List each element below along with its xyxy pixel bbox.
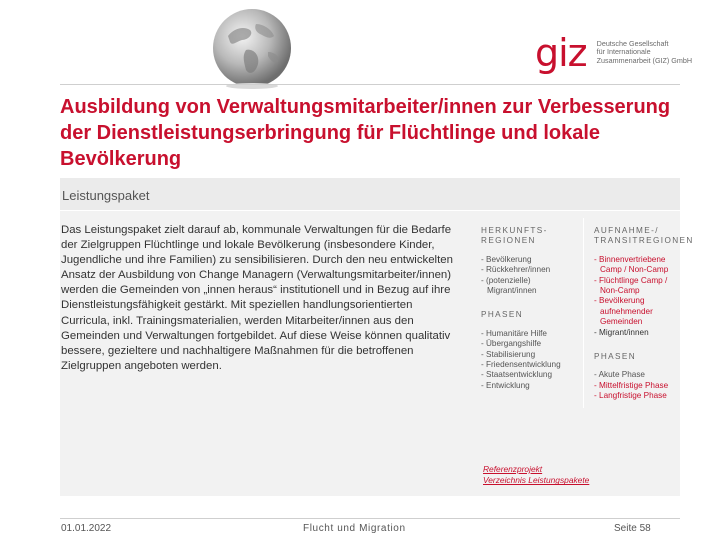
page-number: Seite 58 xyxy=(614,523,651,534)
list-item: - Langfristige Phase xyxy=(594,391,686,401)
column-heading: AUFNAHME-/ TRANSITREGIONEN xyxy=(594,226,694,246)
reference-project-link[interactable]: Referenzprojekt xyxy=(483,464,543,474)
phases-heading: PHASEN xyxy=(594,352,637,362)
logo-text-line: Deutsche Gesellschaft xyxy=(596,39,669,48)
column-divider xyxy=(583,218,584,408)
list-item: - Akute Phase xyxy=(594,370,686,380)
footer-date: 01.01.2022 xyxy=(61,523,112,534)
highlighted-region-list xyxy=(594,255,686,328)
logo-text-line: für Internationale xyxy=(596,47,651,57)
list-item: - Übergangshilfe xyxy=(481,339,579,349)
list-item: - Bevölkerung xyxy=(481,255,579,265)
list-item: - Staatsentwicklung xyxy=(481,370,579,380)
list-item: - (potenzielle) Migrant/innen xyxy=(481,276,579,297)
logo-text xyxy=(597,40,692,65)
list-item: - Stabilisierung xyxy=(481,350,579,360)
region-list xyxy=(481,255,579,297)
list-item: - Rückkehrer/innen xyxy=(481,265,579,275)
list-item: - Bevölkerung aufnehmender Gemeinden xyxy=(594,296,686,327)
panel-separator xyxy=(60,210,680,211)
globe-image xyxy=(210,6,294,90)
list-item: - Friedensentwicklung xyxy=(481,360,579,370)
logo-text-line: Zusammenarbeit (GIZ) GmbH xyxy=(596,55,693,65)
bottom-divider xyxy=(60,518,680,519)
giz-logo xyxy=(535,31,693,75)
top-divider xyxy=(60,84,680,85)
list-item: - Entwicklung xyxy=(481,381,579,391)
section-subtitle: Leistungspaket xyxy=(62,188,150,203)
description-text: Das Leistungspaket zielt darauf ab, kommunale Verwaltungen für die Bedarfe der Zielgruppen Flüchtlinge und lokale Bevölkerung (insbesondere Kinder, Jugendliche und ihre Familien) zu sensibilisieren. Durch den neu entwickelten Ansatz der Ausbildung von Change Managern (Verwaltungsmitarbeiter/innen) werden die Gemeinden von „innen heraus“ institutionell und in Bezug auf ihre Dienstleistungsfähigkeit gestärkt. Mit speziellen handlungsorientierten Curricula, inkl. Trainingsmaterialien, werden Mitarbeiter/innen aus den Gemeinden und Verwaltungen fortgebildet. Auf diese Weise können qualitativ bessere, gezieltere und nachhaltigere Maßnahmen für die betroffenen Zielgruppen angeboten werden. xyxy=(61,224,453,372)
service-packages-link[interactable]: Verzeichnis Leistungspakete xyxy=(483,475,590,486)
links-block xyxy=(483,464,589,487)
region-list xyxy=(594,328,686,338)
page-title: Ausbildung von Verwaltungsmitarbeiter/innen zur Verbesserung der Dienstleistungserbringung für Flüchtlinge und lokale Bevölkerung xyxy=(60,96,671,170)
footer-topic: Flucht und Migration xyxy=(303,523,406,534)
list-item: - Migrant/innen xyxy=(594,328,686,338)
list-item: - Flüchtlinge Camp / Non-Camp xyxy=(594,276,686,297)
column-heading: HERKUNFTS-REGIONEN xyxy=(481,226,548,246)
panel-header xyxy=(60,178,680,210)
host-regions-column xyxy=(594,226,694,402)
list-item: - Humanitäre Hilfe xyxy=(481,329,579,339)
list-item: - Mittelfristige Phase xyxy=(594,381,686,391)
phase-list xyxy=(594,370,686,401)
phases-heading: PHASEN xyxy=(481,310,524,320)
phase-list xyxy=(481,329,579,391)
origin-regions-column xyxy=(481,226,579,391)
list-item: - Binnenvertriebene Camp / Non-Camp xyxy=(594,255,686,276)
logo-mark: giz xyxy=(535,31,587,75)
